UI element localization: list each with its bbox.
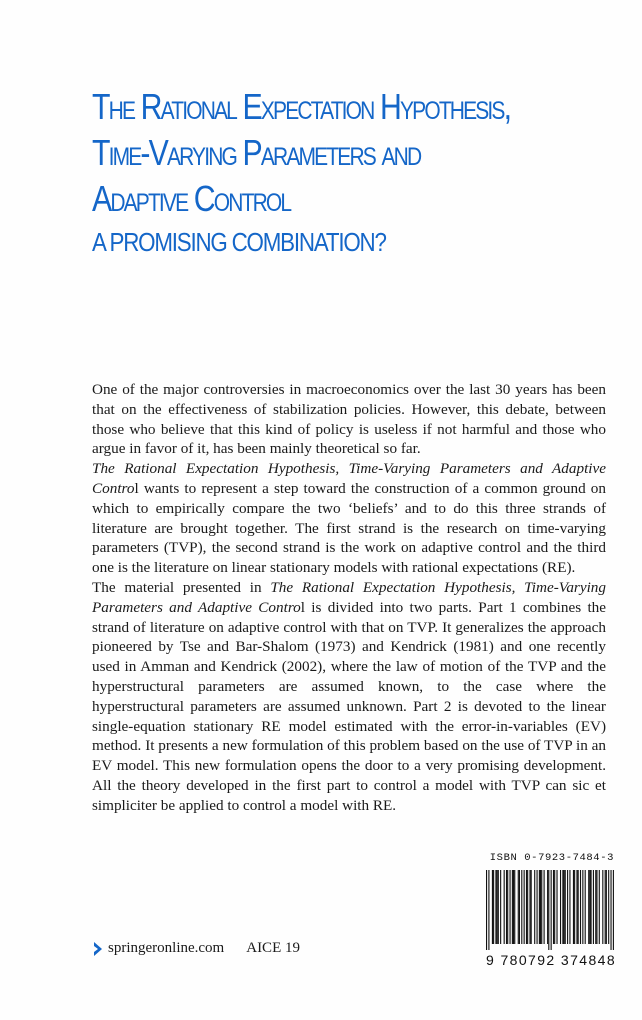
barcode-bar [534,870,535,944]
barcode-bar [547,870,548,944]
barcode-bar [518,870,519,944]
barcode-bar [582,870,583,944]
barcode-bar [524,870,525,944]
blurb-paragraph-2: The Rational Expectation Hypothesis, Time-Varying Parameters and Adaptive Control wants to represent a step toward the construction of a common ground on which to empirically compare the two ‘beliefs’ and to do this three strands of literature are brought together. The first strand is the research on time-varying parameters (TVP), the second strand is the work on adaptive control and the third one is the literature on linear stationary models with rational expectations (RE). [92,460,606,577]
series-label: AICE 19 [246,940,300,956]
barcode-bar [610,870,611,950]
barcode-bar [548,870,549,950]
barcode-bar [595,870,596,944]
barcode-bar [576,870,577,944]
barcode-bar [585,870,586,944]
book-title-italic: The Rational Expectation Hypothesis, Time-Varying Parameters and Adaptive Contro [92,460,606,497]
barcode-bar [580,870,581,944]
blurb-paragraph-3: The material presented in The Rational Expectation Hypothesis, Time-Varying Parameters and Adaptive Control is divided into two parts. Part 1 combines the strand of literature on adaptive control with that on TVP. It generalizes the approach pioneered by Tse and Bar-Shalom (1973) and Kendrick (1981) and one recently used in Amman and Kendrick (2002), where the law of motion of the TVP and the hyperstructural parameters are assumed known, to the case where the hyperstructural parameters are assumed unknown. Part 2 is devoted to the linear single-equation stationary RE model estimated with the error-in-variables (EV) method. It presents a new formulation of this problem based on the use of TVP in an EV model. This new formulation opens the door to a very promising development. All the theory developed in the first part to control a model with TVP can sic et simpliciter be applied to control a model with RE. [92,578,606,814]
barcode-bar [493,870,494,944]
barcode-bar [537,870,538,944]
barcode-bar [539,870,540,944]
publisher-url[interactable]: springeronline.com [108,940,225,956]
barcode-bar [596,870,597,944]
barcode-bar [608,870,609,944]
barcode-bar [573,870,574,944]
title-block [92,84,592,258]
barcode-bar [602,870,603,944]
title-line-1: The Rational Expectation Hypothesis, [92,86,511,127]
barcode-bar [486,870,487,950]
blurb [92,380,606,816]
isbn-box [486,852,614,968]
barcode-bar [507,870,508,944]
barcode-bar [512,870,513,944]
barcode-bar [500,870,501,944]
barcode-bar [509,870,510,944]
book-title-italic: The Rational Expectation Hypothesis, Time-Varying Parameters and Adaptive Contro [92,578,606,616]
barcode-bar [495,870,496,944]
barcode-bar [492,870,493,944]
barcode-bar [588,870,589,944]
barcode-bar [567,870,568,944]
barcode-bar [593,870,594,944]
barcode-bar [529,870,530,944]
barcode-bar [564,870,565,944]
title-line-2: Time-Varying Parameters and [92,132,421,173]
barcode-bar [613,870,614,950]
subtitle: A PROMISING COMBINATION? [92,227,386,257]
isbn-label: ISBN 0-7923-7484-3 [489,852,614,864]
barcode-bar [556,870,557,944]
barcode-bar [606,870,607,944]
barcode-bar [560,870,561,944]
barcode-bar [569,870,570,944]
barcode-bar [578,870,579,944]
barcode-bar [514,870,515,944]
barcode-bar [498,870,499,944]
barcode-bar [527,870,528,944]
barcode-bar [565,870,566,944]
barcode-bar [488,870,489,950]
barcode-bar [599,870,600,944]
barcode-bar [519,870,520,944]
barcode-number: 9 780792 374848 [486,952,616,968]
barcode-bar [531,870,532,944]
barcode-bar [541,870,542,944]
barcode-bar [540,870,541,944]
barcode-bar [544,870,545,944]
blurb-paragraph-1: One of the major controversies in macroeconomics over the last 30 years has been that on the effectiveness of stabilization policies. However, this debate, between those who believe that this kind of policy is useless if not harmful and those who argue in favor of it, has been mainly theoretical so far. [92,381,606,458]
barcode-bar [554,870,555,944]
barcode-bar [562,870,563,944]
chevron-right-icon [92,941,104,957]
barcode-bar [551,870,552,950]
barcode-bar [526,870,527,944]
barcode-bar [497,870,498,944]
barcode-bar [504,870,505,944]
barcode-bar [591,870,592,944]
barcode-bar [506,870,507,944]
barcode-bar [513,870,514,944]
barcode-bar [574,870,575,944]
title-line-3: Adaptive Control [92,178,291,219]
barcode-bar [605,870,606,944]
barcode-bar [553,870,554,944]
footer [92,940,300,957]
barcode-image [486,870,614,950]
barcode-bar [521,870,522,944]
barcode-bar [589,870,590,944]
